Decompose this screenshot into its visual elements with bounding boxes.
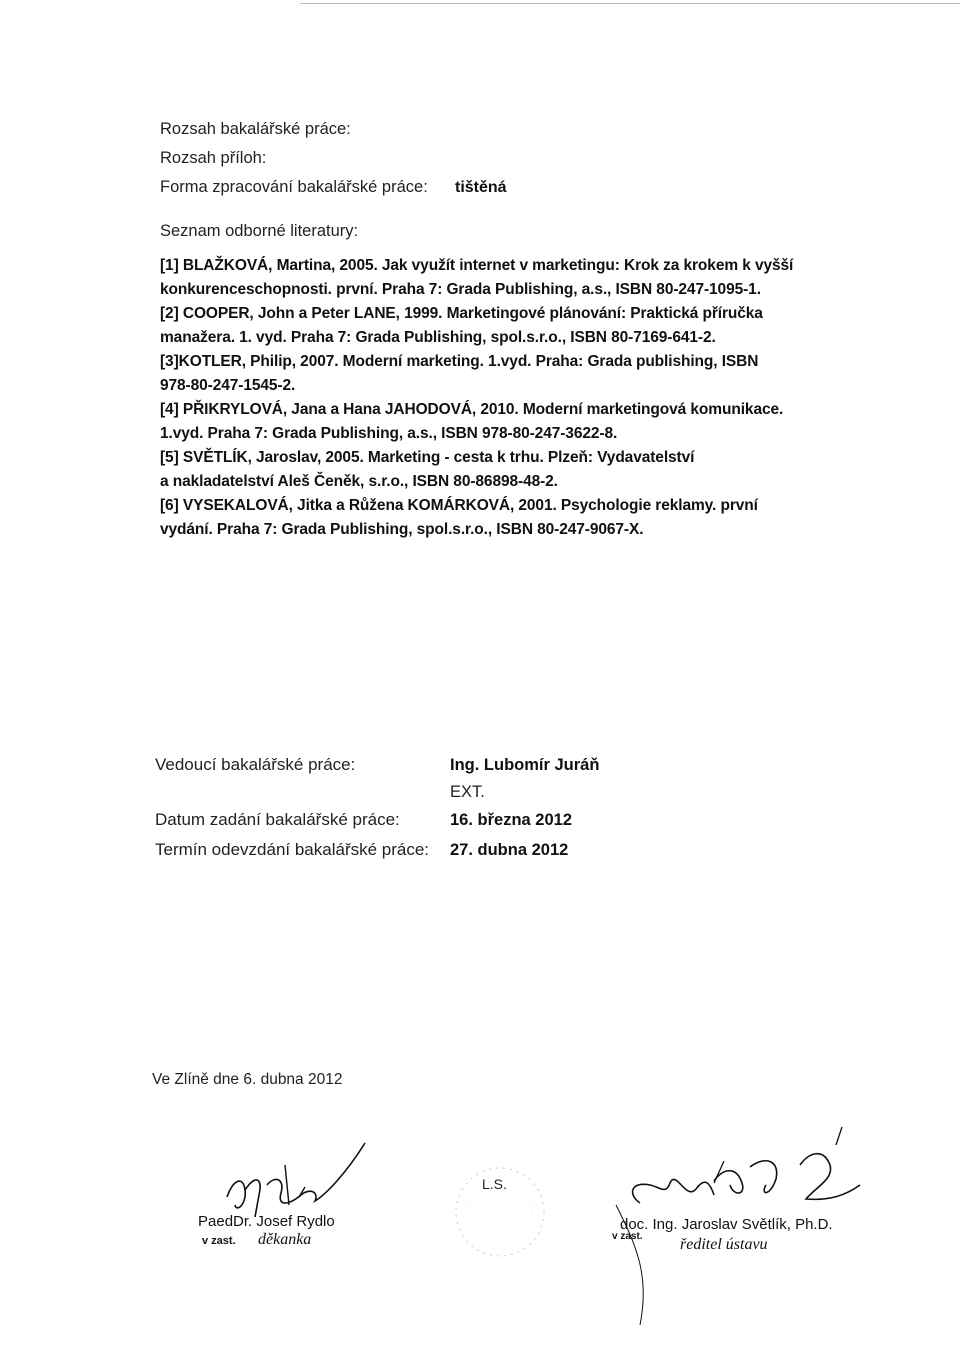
- form-value: tištěná: [455, 179, 507, 196]
- literature-line: a nakladatelství Aleš Čeněk, s.r.o., ISBN 80-86898-48-2.: [160, 473, 558, 490]
- supervisor-note: EXT.: [450, 783, 485, 801]
- due-label: Termín odevzdání bakalářské práce:: [155, 840, 430, 859]
- scan-edge-line: [300, 3, 960, 4]
- assigned-date: 16. března 2012: [450, 811, 572, 829]
- supervisor-label: Vedoucí bakalářské práce:: [155, 755, 356, 774]
- assigned-label: Datum zadání bakalářské práce:: [155, 810, 400, 829]
- literature-line: konkurenceschopnosti. první. Praha 7: Grada Publishing, a.s., ISBN 80-247-1095-1.: [160, 281, 761, 298]
- literature-line: [3]KOTLER, Philip, 2007. Moderní marketing. 1.vyd. Praha: Grada publishing, ISBN: [160, 353, 759, 370]
- stamp-label: L.S.: [482, 1176, 507, 1192]
- literature-line: vydání. Praha 7: Grada Publishing, spol.s.r.o., ISBN 80-247-9067-X.: [160, 521, 644, 538]
- literature-line: [2] COOPER, John a Peter LANE, 1999. Marketingové plánování: Praktická příručka: [160, 305, 763, 322]
- attachments-label: Rozsah příloh:: [160, 149, 267, 167]
- scope-label: Rozsah bakalářské práce:: [160, 120, 351, 138]
- left-signatory-role: děkanka: [258, 1231, 312, 1248]
- stamp-seal-faint: [440, 1160, 560, 1260]
- literature-line: [6] VYSEKALOVÁ, Jitka a Růžena KOMÁRKOVÁ, 2001. Psychologie reklamy. první: [160, 497, 758, 514]
- form-label: Forma zpracování bakalářské práce:: [160, 178, 428, 196]
- supervisor-name: Ing. Lubomír Juráň: [450, 756, 600, 774]
- literature-line: [5] SVĚTLÍK, Jaroslav, 2005. Marketing - cesta k trhu. Plzeň: Vydavatelství: [160, 449, 695, 466]
- right-signatory-name: doc. Ing. Jaroslav Světlík, Ph.D.: [620, 1216, 833, 1233]
- literature-label: Seznam odborné literatury:: [160, 222, 359, 240]
- literature-line: [1] BLAŽKOVÁ, Martina, 2005. Jak využít internet v marketingu: Krok za krokem k vyšší: [160, 257, 794, 274]
- literature-line: [4] PŘIKRYLOVÁ, Jana a Hana JAHODOVÁ, 2010. Moderní marketingová komunikace.: [160, 401, 784, 418]
- left-signatory-name: PaedDr. Josef Rydlo: [198, 1213, 335, 1230]
- place-date: Ve Zlíně dne 6. dubna 2012: [152, 1071, 343, 1088]
- literature-line: 1.vyd. Praha 7: Grada Publishing, a.s., ISBN 978-80-247-3622-8.: [160, 425, 618, 442]
- right-signatory-role: ředitel ústavu: [680, 1236, 768, 1253]
- right-signatory-prefix: v zast.: [612, 1231, 643, 1242]
- literature-line: manažera. 1. vyd. Praha 7: Grada Publishing, spol.s.r.o., ISBN 80-7169-641-2.: [160, 329, 716, 346]
- due-date: 27. dubna 2012: [450, 841, 569, 859]
- left-signatory-prefix: v zast.: [202, 1235, 236, 1247]
- literature-line: 978-80-247-1545-2.: [160, 377, 296, 394]
